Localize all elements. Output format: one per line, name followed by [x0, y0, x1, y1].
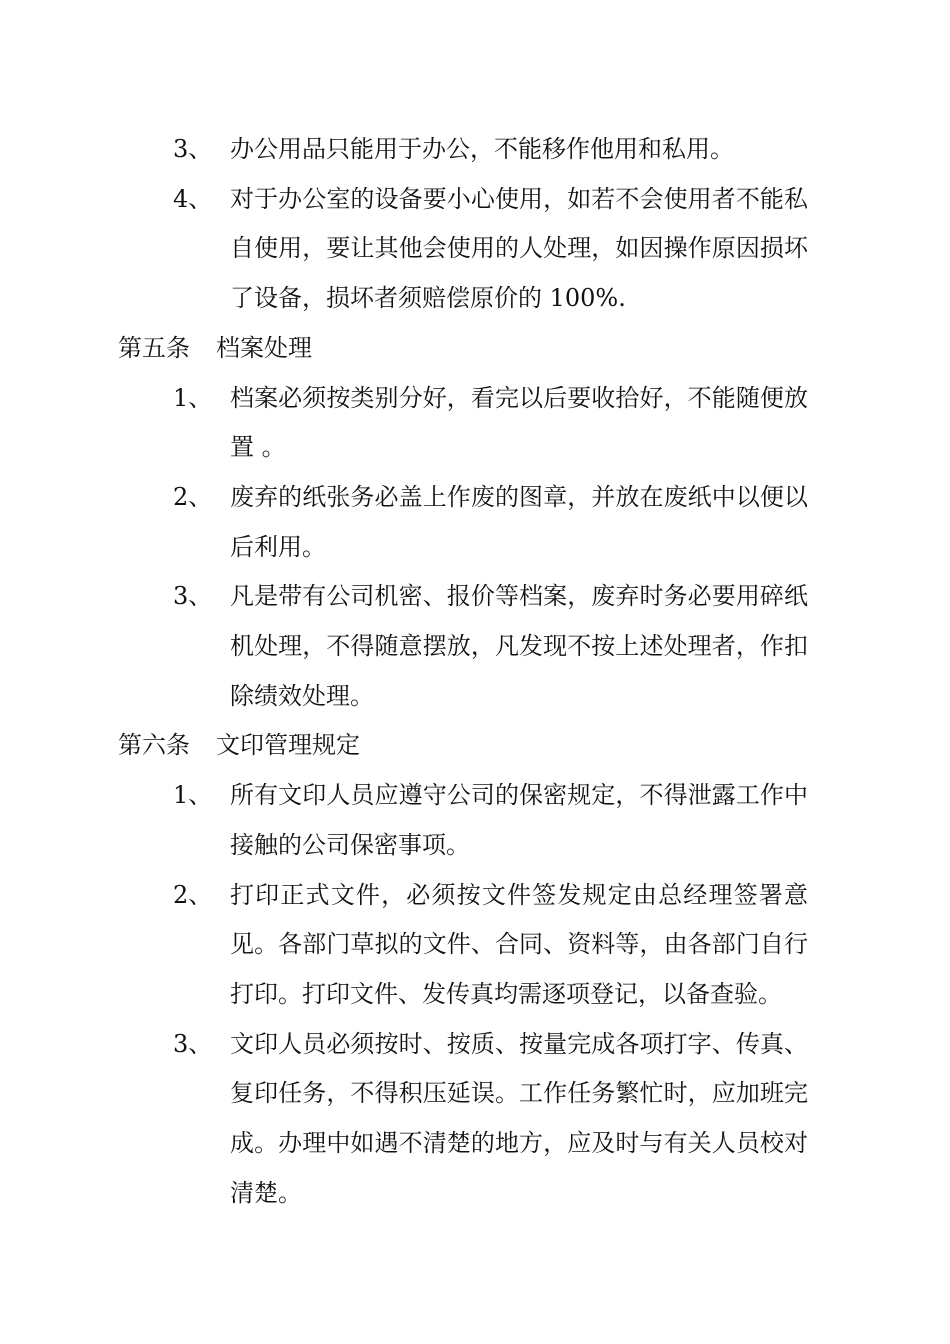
section-title: 文印管理规定 — [216, 731, 360, 760]
item-number: 4、 — [173, 184, 213, 213]
section-heading — [118, 721, 818, 771]
section-label: 第五条 — [118, 333, 190, 362]
item-number: 3、 — [173, 1029, 213, 1058]
list-item — [118, 1020, 818, 1219]
item-text: 凡是带有公司机密、报价等档案，废弃时务必要用碎纸机处理，不得随意摆放，凡发现不按上述处理者，作扣除绩效处理。 — [230, 582, 808, 710]
list-item — [118, 572, 818, 721]
list-item — [118, 473, 818, 572]
section-label: 第六条 — [118, 731, 190, 760]
item-number: 1、 — [173, 383, 213, 412]
item-text: 打印正式文件，必须按文件签发规定由总经理签署意见。各部门草拟的文件、合同、资料等，由各部门自行打印。打印文件、发传真均需逐项登记，以备查验。 — [230, 880, 808, 1008]
section-title: 档案处理 — [216, 333, 312, 362]
item-number: 3、 — [173, 135, 213, 163]
list-item — [118, 374, 818, 473]
list-item — [118, 175, 818, 324]
list-item — [118, 871, 818, 1020]
item-number: 2、 — [173, 482, 213, 511]
item-text: 废弃的纸张务必盖上作废的图章，并放在废纸中以便以后利用。 — [230, 482, 808, 561]
item-number: 1、 — [173, 781, 213, 810]
list-item — [118, 771, 818, 870]
item-number: 2、 — [173, 880, 213, 909]
item-text: 档案必须按类别分好，看完以后要收拾好，不能随便放置 。 — [230, 383, 808, 462]
item-text: 文印人员必须按时、按质、按量完成各项打字、传真、复印任务，不得积压延误。工作任务繁忙时，应加班完成。办理中如遇不清楚的地方，应及时与有关人员校对清楚。 — [230, 1029, 808, 1207]
item-text: 所有文印人员应遵守公司的保密规定，不得泄露工作中接触的公司保密事项。 — [230, 781, 808, 859]
item-text: 对于办公室的设备要小心使用，如若不会使用者不能私自使用，要让其他会使用的人处理，如因操作原因损坏了设备，损坏者须赔偿原价的 100%. — [230, 184, 808, 313]
document-body — [118, 125, 818, 1218]
item-number: 3、 — [173, 582, 213, 611]
list-item — [118, 125, 818, 175]
item-text: 办公用品只能用于办公，不能移作他用和私用。 — [230, 135, 734, 163]
section-heading — [118, 324, 818, 374]
